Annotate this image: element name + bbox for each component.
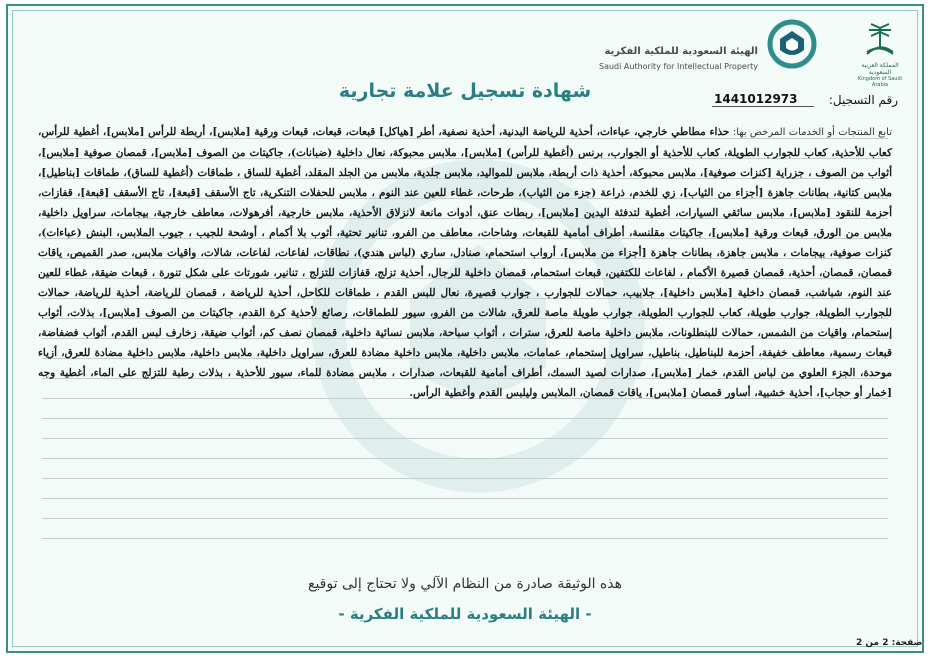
authority-signature: - الهيئة السعودية للملكية الفكرية -: [338, 605, 592, 623]
goods-label: تابع المنتجات أو الخدمات المرخص بها:: [732, 127, 892, 138]
goods-text: حذاء مطاطي خارجي، عباءات، أحذية للرياضة البدنية، أحذية نصفية، أطر [هياكل] قبعات، قبعات، قبعات ورقية [ملابس]، أربطة للرأس [ملابس]، أغطية للرأس، كعاب للأحذية، كعاب للجوارب الطويلة، كعاب للأحذية أو الجوارب، برنس (أغطية للرأس) [ملابس]، ملابس محبوكة، نعال داخلية (ضبانات)، جاكيتات من الصوف [ملابس]، قمصان صوفية [ملابس]، أثواب من الصوف ، جزراية [كنزات صوفية]، ملابس محبوكة، أحذية ذات أربطة، ملابس للمواليد، ملابس جلدية، ملابس من الجلد المقلد، أغطية للساق ، طماقات (أغطية للساق)، طماقات [بناطيل]، ملابس كتانية، بطانات جاهزة [أجزاء من الثياب]، زي للخدم، ذراعة (جزء من الثياب)، طرحات، غطاء للعين عند النوم ، ملابس للحفلات التنكرية، تاج الأسقف [قبعة]، تاج الأسقف [قبعة]، قفازات، أحزمة للنقود [ملابس]، ملابس سائقي السيارات، أغطية لتدفئة اليدين [ملابس]، ربطات عنق، أدوات مانعة لانزلاق الأحذية، ملابس خارجية، أفرهولات، معاطف خارجية، بيجامات، سراويل داخلية، ملابس من الورق، قبعات ورقية [ملابس]، جاكيتات مقلنسة، أطراف أمامية للقبعات، وشاحات، معاطف من الفرو، تنانير تحتية، أثوب بلا أكمام ، أوشحة للجيب ، جيوب الملابس، البنش (عباءات)، كنزات صوفية، بيجامات ، ملابس جاهزة، بطانات جاهزة [أجزاء من ملابس]، أرواب استحمام، صنادل، ساري (لباس هندي)، نطاقات، لفاعات، لفاعات، شالات، واقيات ملابس، صدر القميص، ياقات قمصان، قمصان، أحذية، قمصان قصيرة الأكمام ، لفاعات للكتفين، قبعات استحمام، قمصان داخلية للرجال، أحذية تزلج، قفازات للتزلج ، تنانير، شورتات على شكل تنورة ، قبعات ضيقة، غطاء للعين عند النوم، شباشب، قمصان داخلية [ملابس داخلية]، جلابيب، حمالات للجوارب ، جوارب قصيرة، نعال للبس القدم ، طماقات للكاحل، أحذية للرياضة ، قمصان للرياضة، أحذية للرياضة، حمالات للجوارب الطويلة، جوارب طويلة، كعاب للجوارب الطويلة، جوارب طويلة ماصة للعرق، شالات من الفرو، سيور للطماقات، رصائع لأحذية كرة القدم، جاكيتات من الصوف [ملابس]، بذلات، أثواب إستحمام، واقيات من الشمس، حمالات للبنطلونات، ملابس داخلية ماصة للعرق، سترات ، أثواب سباحة، ملابس نسائية داخلية، قمصان نصف كم، أثواب ضيقة، زخارف لبس القدم، أثواب فضفاضة، قبعات رسمية، معاطف خفيفة، أحزمة للبناطيل، بناطيل، سراويل إستحمام، عمامات، ملابس داخلية، ملابس داخلية مضادة للعرق، سراويل داخلية، ملابس داخلية، ملابس داخلية مضادة للعرق، أزياء موحدة، الجزء العلوي من لباس القدم، خمار [ملابس]، صدارات لصيد السمك، أطراف أمامية للقبعات، صدارات ، ملابس مضادة للماء، سيور للأحذية ، بذلات رطبة للتزلج على الماء، أغطية وجه [خمار أو حجاب]، أحذية خشبية، أساور قمصان [ملابس]، ياقات قمصان، الملابس وليلبس القدم وأغطية الرأس.: [38, 126, 892, 399]
authority-name-ar: الهيئة السعودية للملكية الفكرية: [604, 46, 758, 57]
palm-swords-icon: [863, 22, 897, 58]
certificate-title: شهادة تسجيل علامة تجارية: [338, 80, 592, 102]
ruled-line: [42, 498, 888, 499]
ksa-logo-text-en: Kingdom of Saudi Arabia: [857, 76, 903, 88]
goods-services-block: [38, 122, 892, 403]
saip-logo: [588, 18, 818, 78]
ruled-line: [42, 518, 888, 519]
ruled-line: [42, 418, 888, 419]
saip-emblem-icon: [766, 18, 818, 70]
authority-name-en: Saudi Authority for Intellectual Property: [599, 62, 758, 71]
registration-number-label: رقم التسجيل:: [828, 93, 898, 107]
ksa-logo: [850, 22, 910, 88]
electronic-issue-notice: هذه الوثيقة صادرة من النظام الآلي ولا تحتاج إلى توقيع: [308, 576, 622, 592]
ruled-line: [42, 538, 888, 539]
ruled-line: [42, 438, 888, 439]
ksa-logo-text-ar: المملكة العربية السعودية: [861, 62, 899, 76]
registration-number-value: 1441012973: [712, 92, 814, 107]
page-number: صفحة: 2 من 2: [856, 638, 923, 648]
ruled-line: [42, 458, 888, 459]
certificate-page: [6, 4, 924, 653]
ruled-line: [42, 478, 888, 479]
